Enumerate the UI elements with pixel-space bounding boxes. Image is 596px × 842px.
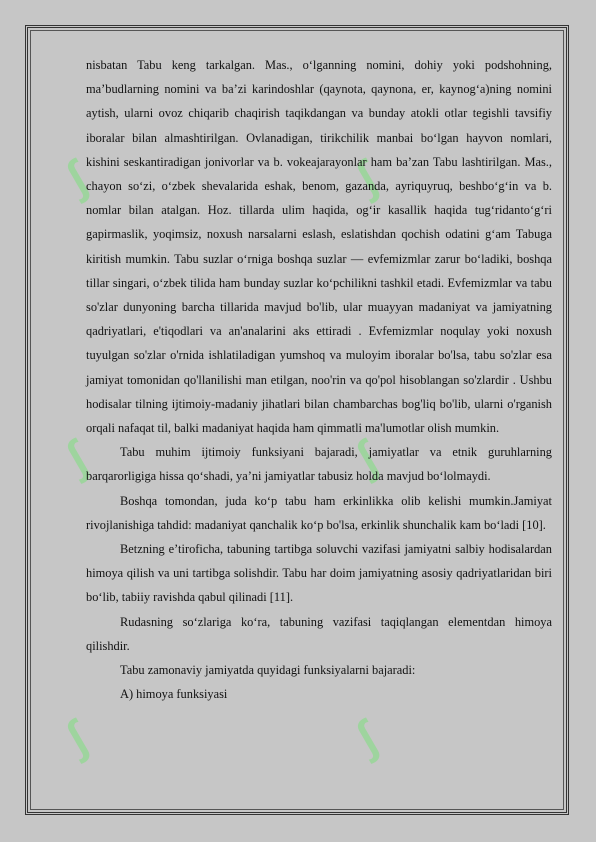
watermark-logo-3: ∫	[57, 431, 95, 483]
watermark-logo-1: ∫	[57, 151, 95, 203]
paragraph: Tabu muhim ijtimoiy funksiyani bajaradi, jamiyatlar va etnik guruhlarning barqarorligiga hissa qo‘shadi, ya’ni jamiyatlar tabusiz holda mavjud bo‘lolmaydi.	[86, 445, 552, 484]
watermark-logo-5: ∫	[57, 711, 95, 763]
watermark-logo-6: ∫	[347, 711, 385, 763]
list-item: A) himoya funksiyasi	[120, 687, 228, 702]
watermark-logo-2: ∫	[347, 151, 385, 203]
paragraph-continuation: nisbatan Tabu keng tarkalgan. Mas., o‘lganning nomini, dohiy yoki podshohning, ma’budlarning nomini va ba’zi karindoshlar (qaynota, qaynona, er, kaynog‘a)ning nomini aytish, ularni ovoz chiqarib chaqirish taqikdangan va bunday atokli otlar tegishli tavsifiy iboralar bilan almashtirilgan. Ovlanadigan, tirikchilik manbai bo‘lgan hayvon nomlari, kishini seskantiradigan jonivorlar va b. vokeajarayonlar ham ba’zan Tabu lashtirilgan. Mas., chayon so‘zi, o‘zbek shevalarida eshak, benom, gazanda, ayriquyruq, beshbo‘g‘in va b. nomlar bilan atalgan. Hoz. tillarda ulim haqida, og‘ir kasallik haqida tug‘ridanto‘g‘ri gapirmaslik, yoqimsiz, noxush narsalarni eslash, eslatishdan qochish odatini g‘am Tabuga kiritish mumkin. Tabu suzlar o‘rniga boshqa suzlar — evfemizmlar zarur bo‘ladiki, boshqa tillar singari, o‘zbek tilida ham bunday suzlar ko‘pchilikni tashkil etadi. Evfemizmlar va tabu so'zlar dunyoning barcha tillarida mavjud bo'lib, ular muayyan madaniyat va jamiyatning qadriyatlari, e'tiqodlari va an'analarini aks ettiradi . Evfemizmlar noqulay yoki noxush tuyulgan so'zlar o'rnida ishlatiladigan yumshoq va muloyim iboralar bo'lsa, tabu so'zlar esa jamiyat tomonidan qo'llanilishi man etilgan, noo'rin va qo'pol hisoblangan so'zlardir . Ushbu hodisalar tilning ijtimoiy-madaniy jihatlari bilan chambarchas bog'liq bo'lib, ularni o'rganish orqali nafaqat til, balki madaniyat haqida ham qimmatli ma'lumotlar olish mumkin.	[86, 58, 552, 436]
paragraph: Rudasning so‘zlariga ko‘ra, tabuning vazifasi taqiqlangan elementdan himoya qilishdir.	[86, 614, 552, 653]
watermark-logo-4: ∫	[347, 431, 385, 483]
paragraph: Betzning e’tiroficha, tabuning tartibga soluvchi vazifasi jamiyatni salbiy hodisalardan himoya qilish va uni tartibga solishdir. Tabu har doim jamiyatning asosiy qadriyatlaridan biri bo‘lib, tabiiy ravishda qabul qilinadi [11].	[86, 542, 552, 605]
document-body	[86, 53, 552, 706]
paragraph: Tabu zamonaviy jamiyatda quyidagi funksiyalarni bajaradi:	[120, 663, 416, 678]
paragraph: Boshqa tomondan, juda ko‘p tabu ham erkinlikka olib kelishi mumkin.Jamiyat rivojlanishiga tahdid: madaniyat qanchalik ko‘p bo'lsa, erkinlik shunchalik kam bo‘ladi [10].	[86, 493, 552, 532]
